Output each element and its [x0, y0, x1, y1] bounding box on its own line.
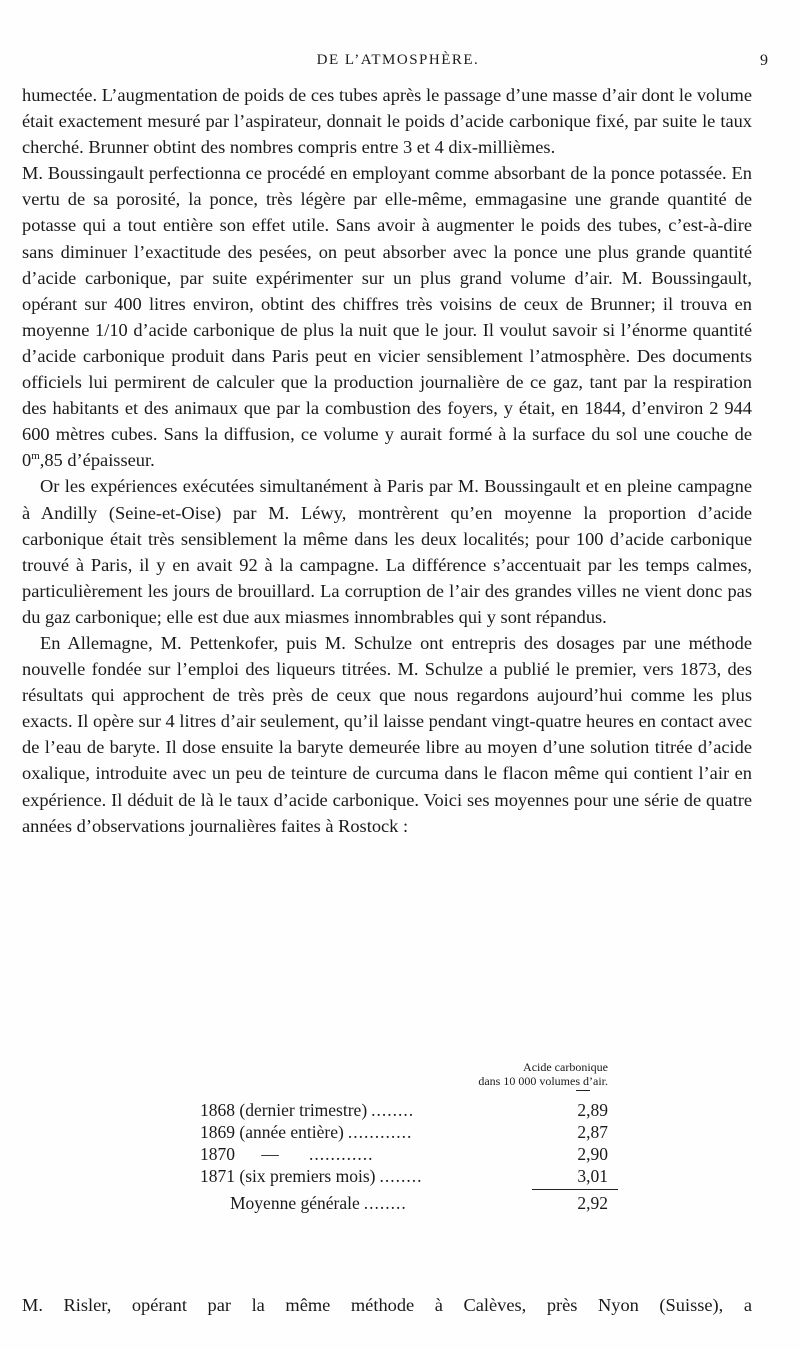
row-label: 1870 —	[200, 1144, 305, 1164]
running-title: DE L’ATMOSPHÈRE.	[316, 52, 480, 68]
average-value: 2,92	[577, 1193, 608, 1213]
continuing-paragraph: M. Risler, opérant par la même méthode à Calèves, près Nyon (Suisse), a	[22, 1295, 752, 1315]
paragraph-3: Or les expériences exécutées simultanément à Paris par M. Boussingault et en pleine campagne à Andilly (Seine-et-Oise) par M. Léwy, montrèrent qu’en moyenne la proportion d’acide carbonique était très sensiblement la même dans les deux localités; pour 100 d’acide carbonique trouvé à Paris, il y en avait 92 à la campagne. La différence s’accentuait par les temps calmes, particulièrement les jours de brouillard. La corruption de l’air des grandes villes ne vient donc pas du gaz carbonique; elle est due aux miasmes innombrables qui y sont répandus.	[22, 476, 752, 627]
dot-leader: ........	[379, 1166, 423, 1186]
row-label: 1871 (six premiers mois)	[200, 1166, 376, 1186]
table-column-header	[200, 1060, 620, 1091]
header-rule	[576, 1090, 590, 1091]
table-row	[200, 1165, 620, 1187]
total-rule	[532, 1189, 618, 1190]
row-value: 2,90	[577, 1144, 608, 1164]
paragraph-2: M. Boussingault perfectionna ce procédé en employant comme absorbant de la ponce potassée. En vertu de sa porosité, la ponce, très légère par elle-même, emmagasine une grande quantité de potasse qui a tout entière son effet utile. Sans avoir à augmenter le poids des tubes, c’est-à-dire sans diminuer l’exactitude des pesées, on peut absorber avec la ponce une plus grande quantité d’acide carbonique, par suite expérimenter sur un plus grand volume d’air. M. Boussingault, opérant sur 400 litres environ, obtint des chiffres très voisins de ceux de Brunner; il trouva en moyenne 1/10 d’acide carbonique de plus la nuit que le jour. Il voulut savoir si l’énorme quantité d’acide carbonique produit dans Paris peut en vicier sensiblement l’atmosphère. Des documents officiels lui permirent de calculer que la production journalière de ce gaz, tant par la respiration des habitants et des animaux que par la combustion des foyers, y était, en 1844, d’environ 2 944 600 mètres cubes. Sans la diffusion, ce volume y aurait formé à la surface du sol une couche de 0$^m$,85 d’épaisseur.	[22, 163, 752, 471]
co2-averages-table	[200, 1060, 620, 1214]
dot-leader: ........	[371, 1100, 415, 1120]
row-value: 3,01	[577, 1166, 608, 1186]
table-row	[200, 1121, 620, 1143]
page-header	[28, 52, 768, 76]
column-header-line-2: dans 10 000 volumes d’air.	[478, 1074, 608, 1088]
paragraph-1: humectée. L’augmentation de poids de ces tubes après le passage d’une masse d’air dont le volume était exactement mesuré par l’aspirateur, donnait le poids d’acide carbonique fixé, par suite le taux cherché. Brunner obtint des nombres compris entre 3 et 4 dix-millièmes.	[22, 85, 752, 158]
row-value: 2,87	[577, 1122, 608, 1142]
dot-leader: ............	[347, 1122, 413, 1142]
dot-leader: ............	[309, 1144, 374, 1164]
paragraph-4: En Allemagne, M. Pettenkofer, puis M. Schulze ont entrepris des dosages par une méthode nouvelle fondée sur l’emploi des liqueurs titrées. M. Schulze a publié le premier, vers 1873, des résultats qui approchent de très près de ceux que nous regardons aujourd’hui comme les plus exacts. Il opère sur 4 litres d’air seulement, qu’il laisse pendant vingt-quatre heures en contact avec de l’eau de baryte. Il dose ensuite la baryte demeurée libre au moyen d’une solution titrée d’acide oxalique, introduite avec un peu de teinture de curcuma dans le flacon même qui contient l’air en expérience. Il déduit de là le taux d’acide carbonique. Voici ses moyennes pour une série de quatre années d’observations journalières faites à Rostock :	[22, 632, 752, 836]
table-row	[200, 1143, 620, 1165]
metre-unit-superscript: m	[31, 450, 40, 463]
column-header-line-1: Acide carbonique	[523, 1060, 608, 1074]
table-row	[200, 1099, 620, 1121]
body-text	[22, 82, 752, 839]
row-value: 2,89	[577, 1100, 608, 1120]
average-label: Moyenne générale	[230, 1193, 360, 1213]
row-label: 1868 (dernier trimestre)	[200, 1100, 368, 1120]
row-label: 1869 (année entière)	[200, 1122, 344, 1142]
average-row	[200, 1192, 620, 1214]
page-number: 9	[760, 52, 768, 69]
dot-leader: ........	[363, 1193, 407, 1213]
